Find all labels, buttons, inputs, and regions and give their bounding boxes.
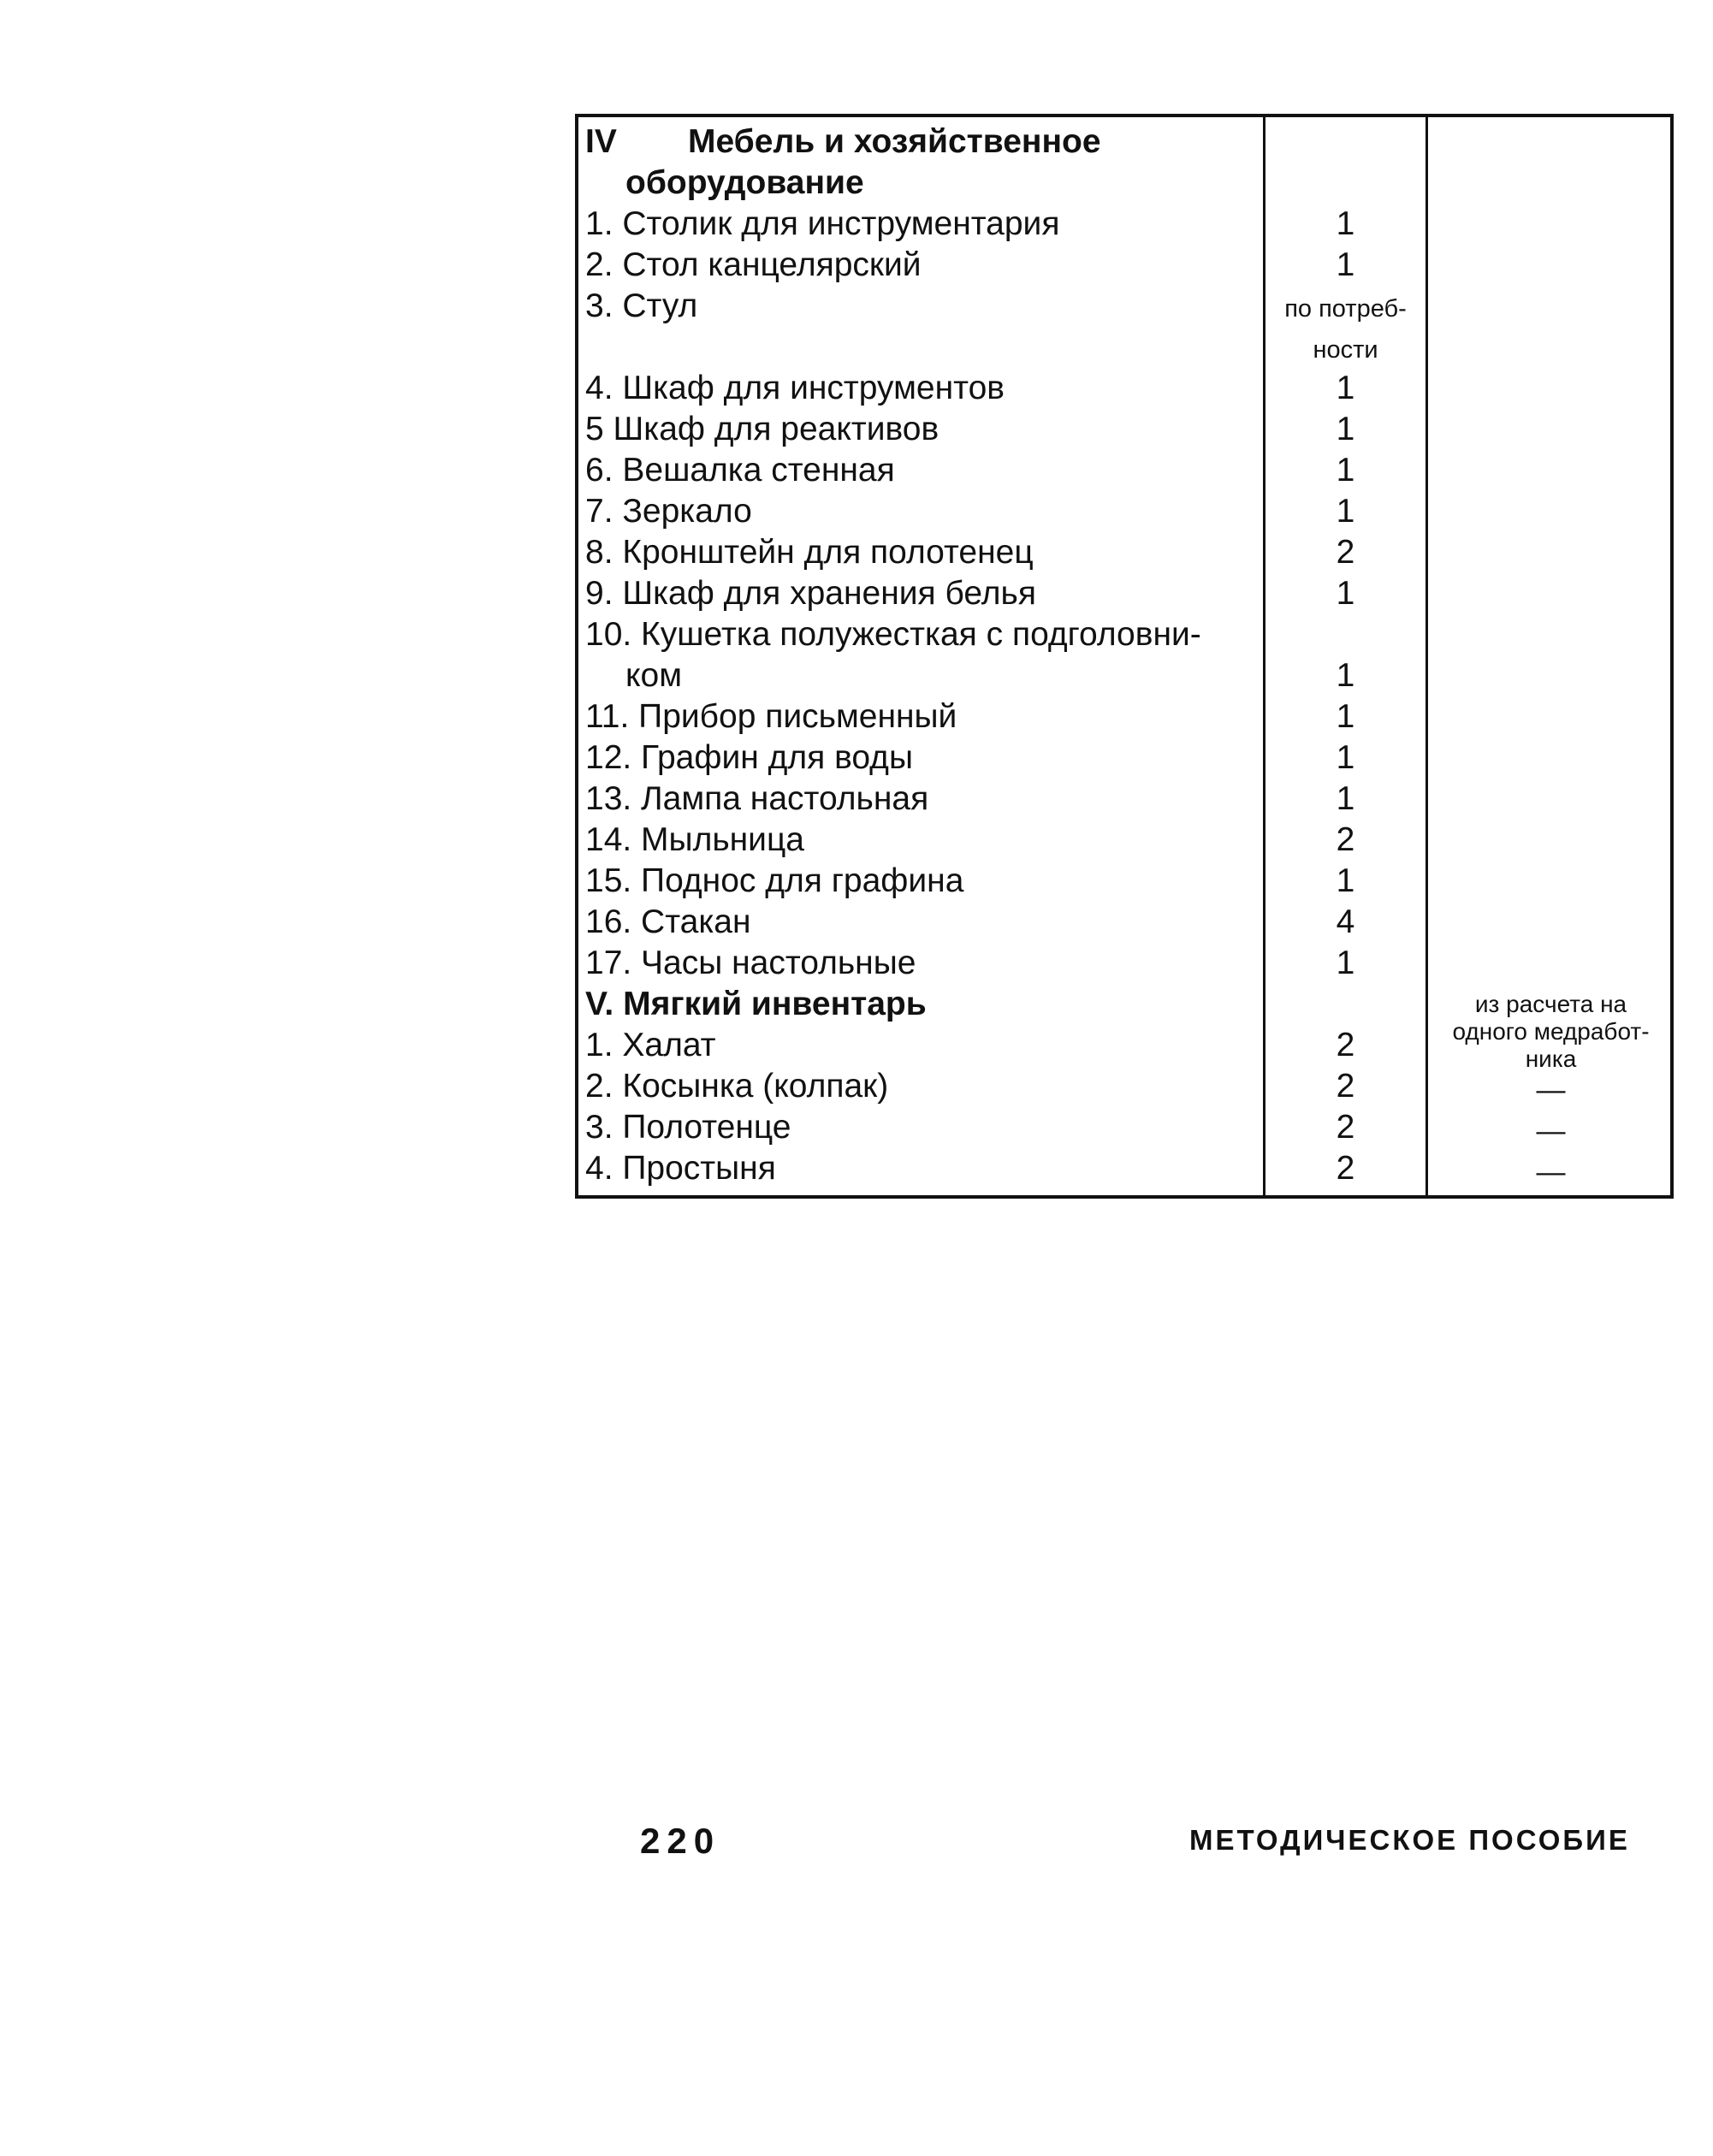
running-title: МЕТОДИЧЕСКОЕ ПОСОБИЕ — [1189, 1824, 1630, 1856]
item-label: 1. Халат — [585, 1027, 716, 1063]
item-label: 14. Мыльница — [585, 821, 804, 858]
item-qty: 1 — [1336, 452, 1355, 489]
section-v-heading: V. Мягкий инвентарь — [585, 986, 927, 1022]
item-qty: 1 — [1336, 862, 1355, 899]
item-qty: 1 — [1336, 945, 1355, 981]
item-label: 16. Стакан — [585, 903, 751, 940]
item-note-dash: — — [1536, 1156, 1566, 1188]
item-label: 13. Лампа настольная — [585, 780, 929, 817]
page-number: 220 — [640, 1821, 721, 1861]
section-iv-title-line1: Мебель и хозяйственное — [688, 123, 1101, 160]
item-qty: 1 — [1336, 370, 1355, 406]
section-iv-heading — [585, 121, 1101, 163]
item-label: 17. Часы настольные — [585, 945, 916, 981]
section-iv-title-line2: оборудование — [625, 164, 864, 201]
item-label: 6. Вешалка стенная — [585, 452, 895, 489]
item-label: 2. Косынка (колпак) — [585, 1068, 889, 1105]
item-label: 2. Стол канцелярский — [585, 246, 922, 283]
item-label: 12. Графин для воды — [585, 739, 913, 776]
item-qty: 1 — [1336, 411, 1355, 447]
item-label: 1. Столик для инструментария — [585, 205, 1060, 242]
section-v-note-line3: ника — [1525, 1045, 1577, 1072]
item-qty-line1: по потреб- — [1284, 295, 1407, 323]
item-label: 5 Шкаф для реактивов — [585, 411, 939, 447]
item-qty: 1 — [1336, 780, 1355, 817]
item-qty: 2 — [1336, 1068, 1355, 1105]
item-label: 9. Шкаф для хранения белья — [585, 575, 1036, 612]
item-label: 3. Полотенце — [585, 1109, 791, 1146]
item-qty: 2 — [1336, 1109, 1355, 1146]
section-iv-roman: IV — [585, 123, 617, 160]
item-label: 11. Прибор письменный — [585, 698, 957, 735]
item-label-line2: ком — [625, 657, 683, 694]
equipment-table — [575, 114, 1674, 1199]
item-note-dash: — — [1536, 1074, 1566, 1106]
item-label: 4. Простыня — [585, 1150, 776, 1187]
item-qty-line2: ности — [1313, 336, 1378, 364]
item-qty: 1 — [1336, 205, 1355, 242]
item-qty: 1 — [1336, 493, 1355, 530]
item-qty: 1 — [1336, 575, 1355, 612]
item-qty: 1 — [1336, 739, 1355, 776]
section-v-note-line2: одного медработ- — [1452, 1018, 1650, 1045]
item-label: 4. Шкаф для инструментов — [585, 370, 1005, 406]
item-qty: 4 — [1336, 903, 1355, 940]
item-label: 15. Поднос для графина — [585, 862, 964, 899]
item-qty: 2 — [1336, 1150, 1355, 1187]
item-label: 3. Стул — [585, 287, 698, 324]
item-qty: 1 — [1336, 698, 1355, 735]
item-qty: 2 — [1336, 534, 1355, 571]
item-qty: 2 — [1336, 1027, 1355, 1063]
item-note-dash: — — [1536, 1115, 1566, 1147]
item-qty: 2 — [1336, 821, 1355, 858]
item-label: 7. Зеркало — [585, 493, 752, 530]
item-label-line1: 10. Кушетка полужесткая с подголовни- — [585, 616, 1201, 653]
section-v-note-line1: из расчета на — [1474, 991, 1627, 1017]
item-qty: 1 — [1336, 246, 1355, 283]
item-label: 8. Кронштейн для полотенец — [585, 534, 1034, 571]
item-qty: 1 — [1336, 657, 1355, 694]
